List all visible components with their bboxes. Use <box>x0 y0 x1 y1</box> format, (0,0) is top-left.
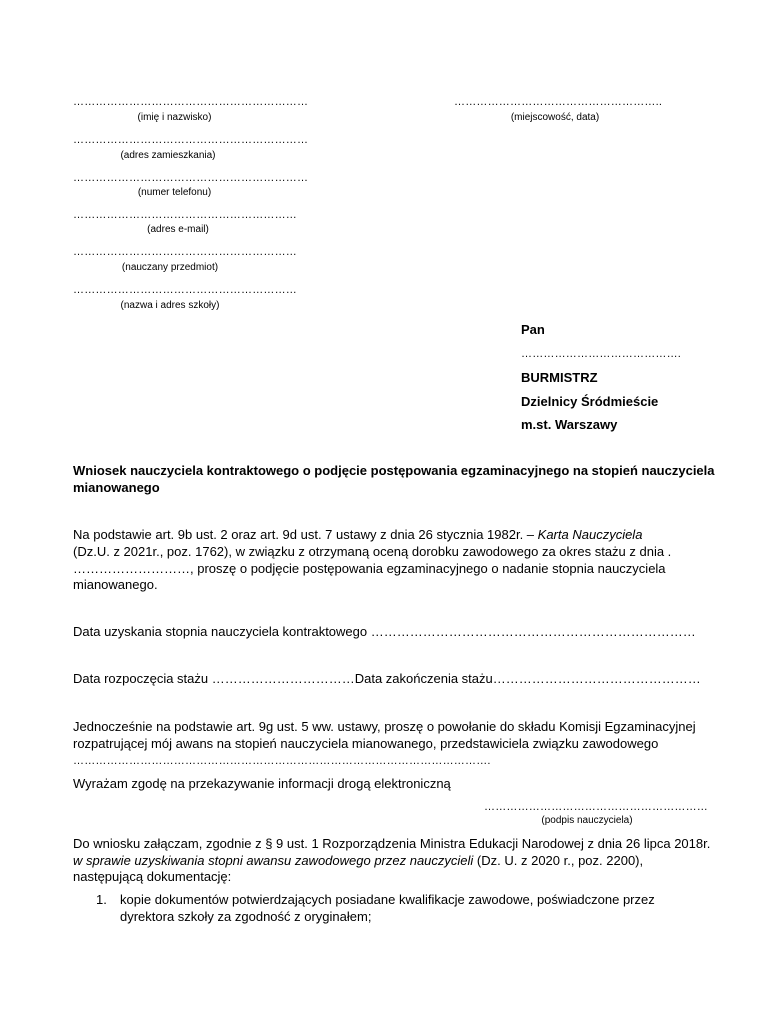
union-representative-dots: …………………………………………………………………………………………………. <box>73 755 491 767</box>
consent-statement: Wyrażam zgodę na przekazywanie informacji drogą elektroniczną <box>73 776 451 791</box>
dots-line: ……………………………………………………… <box>73 96 309 108</box>
field-caption: (nazwa i adres szkoły) <box>120 300 220 311</box>
paragraph-line: Jednocześnie na podstawie art. 9g ust. 5 ww. ustawy, proszę o powołanie do składu Komisji Egzaminacyjnej <box>73 719 696 734</box>
field-caption: (imię i nazwisko) <box>137 112 212 123</box>
recipient-district: Dzielnicy Śródmieście <box>521 394 659 409</box>
text-segment: Na podstawie art. 9b ust. 2 oraz art. 9d ust. 7 ustawy z dnia 26 stycznia 1982r. – <box>73 527 538 542</box>
dots-line: …………………………………………………… <box>73 246 297 258</box>
contract-degree-date-field: Data uzyskania stopnia nauczyciela kontraktowego ………………………………………………………………… <box>73 624 696 639</box>
field-caption: (miejscowość, data) <box>510 112 600 123</box>
list-item-number: 1. <box>96 892 107 907</box>
paragraph-line: rozpatrującej mój awans na stopień nauczyciela mianowanego, przedstawiciela związku zawodowego <box>73 736 659 751</box>
paragraph-line <box>73 853 643 870</box>
recipient-title: BURMISTRZ <box>521 370 598 385</box>
dots-line: …………………………………………………… <box>73 209 297 221</box>
text-segment: (Dz. U. z 2020 r., poz. 2200), <box>473 853 644 868</box>
list-item-line: dyrektora szkoły za zgodność z oryginałem; <box>120 909 372 924</box>
signature-caption: (podpis nauczyciela) <box>541 815 633 826</box>
dots-line: ……………………………………………….. <box>454 96 663 108</box>
internship-end: Data zakończenia stażu………………………………………… <box>354 671 701 686</box>
paragraph-line <box>73 527 642 544</box>
recipient-name-dots: ……………………………………. <box>521 348 682 360</box>
field-caption: (adres e-mail) <box>147 224 209 235</box>
recipient-salutation: Pan <box>521 322 545 337</box>
text-segment-italic: w sprawie uzyskiwania stopni awansu zawodowego przez nauczycieli <box>73 853 474 868</box>
text-segment-italic: Karta Nauczyciela <box>537 527 643 542</box>
title-line: mianowanego <box>73 480 160 495</box>
title-line: Wniosek nauczyciela kontraktowego o podjęcie postępowania egzaminacyjnego na stopień nauczyciela <box>73 463 715 478</box>
paragraph-line: (Dz.U. z 2021r., poz. 1762), w związku z otrzymaną oceną dorobku zawodowego za okres stażu z dnia . <box>73 544 672 559</box>
internship-dates-field <box>73 671 701 688</box>
field-caption: (adres zamieszkania) <box>120 150 216 161</box>
field-caption: (numer telefonu) <box>137 187 212 198</box>
paragraph-line: mianowanego. <box>73 577 158 592</box>
paragraph-line: Do wniosku załączam, zgodnie z § 9 ust. 1 Rozporządzenia Ministra Edukacji Narodowej z dnia 26 lipca 2018r. <box>73 836 711 851</box>
signature-dots: …………………………………………………… <box>484 801 708 813</box>
recipient-city: m.st. Warszawy <box>521 417 618 432</box>
field-caption: (nauczany przedmiot) <box>121 262 219 273</box>
paragraph-line: ………………………, proszę o podjęcie postępowania egzaminacyjnego o nadanie stopnia nauczyciela <box>73 561 666 576</box>
list-item-line: kopie dokumentów potwierdzających posiadane kwalifikacje zawodowe, poświadczone przez <box>120 892 655 907</box>
dots-line: ……………………………………………………… <box>73 172 309 184</box>
internship-start: Data rozpoczęcia stażu …………………………… <box>73 671 355 686</box>
dots-line: …………………………………………………… <box>73 284 297 296</box>
dots-line: ……………………………………………………… <box>73 134 309 146</box>
paragraph-line: następującą dokumentację: <box>73 869 232 884</box>
